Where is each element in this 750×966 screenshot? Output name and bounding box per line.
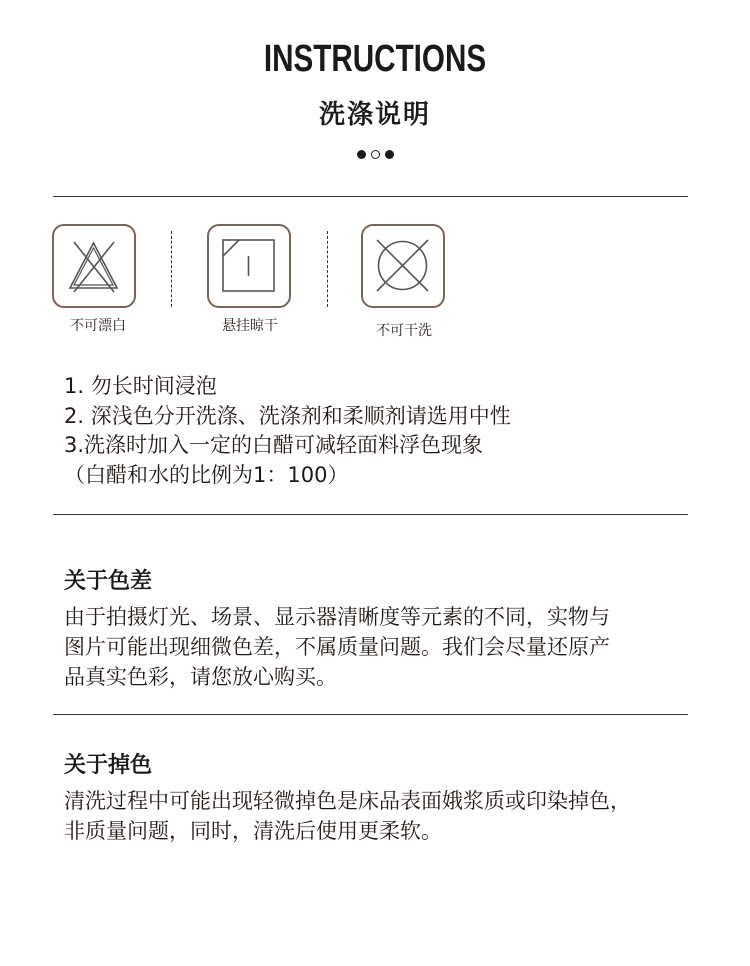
page-title-cn: 洗涤说明 — [318, 100, 431, 130]
color-diff-line: 由于拍摄灯光、场景、显示器清晰度等元素的不同，实物与 — [64, 605, 610, 629]
hang-dry-icon — [207, 224, 291, 308]
dot-icon — [385, 150, 394, 159]
fading-title: 关于掉色 — [64, 753, 153, 778]
instruction-item: 2. 深浅色分开洗涤、洗涤剂和柔顺剂请选用中性 — [64, 403, 511, 428]
divider-lower — [53, 714, 688, 715]
dashed-separator — [327, 231, 328, 307]
decorative-dots — [0, 150, 750, 159]
fading-line: 清洗过程中可能出现轻微掉色是床品表面娥浆质或印染掉色， — [64, 789, 631, 813]
fading-line: 非质量问题，同时，清洗后使用更柔软。 — [64, 819, 442, 843]
color-diff-line: 品真实色彩，请您放心购买。 — [64, 665, 337, 689]
fading-body — [64, 786, 704, 846]
instruction-item: 3.洗涤时加入一定的白醋可减轻面料浮色现象 — [64, 433, 484, 457]
dashed-separator — [171, 231, 172, 307]
page-title-en: INSTRUCTIONS — [263, 38, 487, 80]
color-diff-title: 关于色差 — [64, 569, 153, 594]
color-diff-body — [64, 602, 704, 692]
care-label-no-bleach: 不可漂白 — [70, 318, 126, 334]
no-bleach-icon — [52, 224, 136, 308]
no-dry-clean-icon — [361, 224, 445, 308]
color-diff-line: 图片可能出现细微色差，不属质量问题。我们会尽量还原产 — [64, 635, 610, 659]
divider-top — [53, 196, 688, 197]
wash-instructions — [64, 372, 511, 490]
divider-middle — [53, 514, 688, 515]
care-label-hang-dry: 悬挂晾干 — [222, 318, 278, 334]
dot-icon — [371, 150, 380, 159]
care-label-no-dry-clean: 不可干洗 — [376, 323, 432, 339]
instruction-item: 1. 勿长时间浸泡 — [64, 374, 217, 398]
dot-icon — [357, 150, 366, 159]
instruction-item: （白醋和水的比例为1：100） — [64, 462, 349, 487]
